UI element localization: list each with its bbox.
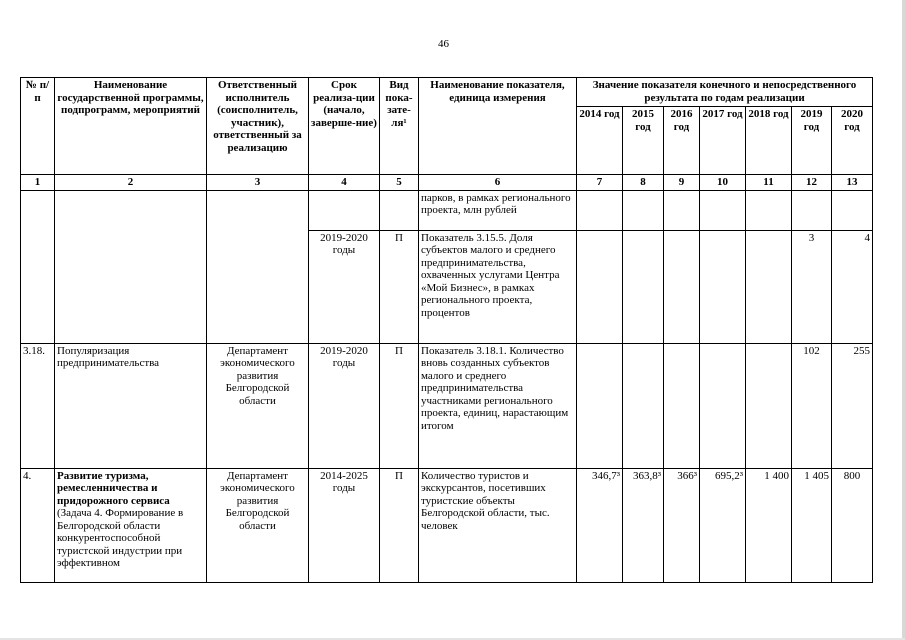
- row-value-cell: 4: [832, 230, 873, 343]
- row-type-cell: [380, 190, 419, 230]
- row-type-cell: П: [380, 343, 419, 468]
- column-number: 8: [623, 175, 664, 191]
- row-value-cell: 102: [792, 343, 832, 468]
- column-number: 12: [792, 175, 832, 191]
- row-value-cell: 695,2³: [700, 468, 746, 582]
- header-year: 2019 год: [792, 107, 832, 175]
- column-number: 2: [55, 175, 207, 191]
- program-description: (Задача 4. Формирование в Белгородской области конкурентоспособной туристской индустрии при эффективном: [57, 507, 184, 569]
- row-value-cell: 366³: [664, 468, 700, 582]
- row-program-cell: [55, 468, 207, 582]
- row-value-cell: 363,8³: [623, 468, 664, 582]
- row-value-cell: 1 405: [792, 468, 832, 582]
- row-value-cell: [700, 230, 746, 343]
- column-number: 13: [832, 175, 873, 191]
- page-number: 46: [438, 38, 449, 50]
- row-value-cell: 1 400: [746, 468, 792, 582]
- row-value-cell: 346,7³: [577, 468, 623, 582]
- table-row: [21, 190, 873, 230]
- header-year: 2015 год: [623, 107, 664, 175]
- column-number: 11: [746, 175, 792, 191]
- header-row: [21, 78, 873, 107]
- header-executor: Ответственный исполнитель (соисполнитель, участник), ответственный за реализацию: [207, 78, 309, 175]
- header-year: 2016 год: [664, 107, 700, 175]
- row-value-cell: [623, 230, 664, 343]
- row-value-cell: [623, 343, 664, 468]
- row-value-cell: 3: [792, 230, 832, 343]
- row-value-cell: [832, 190, 873, 230]
- row-indicator-cell: парков, в рамках регионального проекта, млн рублей: [419, 190, 577, 230]
- header-values-group: Значение показателя конечного и непосредственного результата по годам реализации: [577, 78, 873, 107]
- row-value-cell: [664, 343, 700, 468]
- column-number: 1: [21, 175, 55, 191]
- row-type-cell: П: [380, 468, 419, 582]
- row-executor-cell: Департамент экономического развития Белгородской области: [207, 468, 309, 582]
- row-term-cell: 2019-2020 годы: [309, 343, 380, 468]
- header-year: 2020 год: [832, 107, 873, 175]
- row-indicator-cell: Показатель 3.18.1. Количество вновь созданных субъектов малого и среднего предпринимательства участниками регионального проекта, единиц, нарастающим итогом: [419, 343, 577, 468]
- table-row: [21, 468, 873, 582]
- header-year: 2017 год: [700, 107, 746, 175]
- header-year: 2014 год: [577, 107, 623, 175]
- row-value-cell: [577, 343, 623, 468]
- program-title: Развитие туризма, ремесленничества и придорожного сервиса: [57, 469, 170, 507]
- row-value-cell: 800: [832, 468, 873, 582]
- row-executor-cell: Департамент экономического развития Белгородской области: [207, 343, 309, 468]
- row-term-cell: [309, 190, 380, 230]
- header-term: Срок реализа-ции (начало, заверше-ние): [309, 78, 380, 175]
- column-number: 5: [380, 175, 419, 191]
- row-value-cell: [792, 190, 832, 230]
- row-value-cell: [577, 190, 623, 230]
- row-program-cell: [55, 190, 207, 343]
- column-number: 4: [309, 175, 380, 191]
- header-indicator-name: Наименование показателя, единица измерения: [419, 78, 577, 175]
- program-table: [20, 77, 873, 583]
- column-number: 10: [700, 175, 746, 191]
- row-value-cell: [746, 230, 792, 343]
- row-value-cell: [700, 190, 746, 230]
- column-number: 9: [664, 175, 700, 191]
- row-term-cell: 2019-2020 годы: [309, 230, 380, 343]
- row-value-cell: [746, 343, 792, 468]
- row-num-cell: [21, 190, 55, 343]
- row-executor-cell: [207, 190, 309, 343]
- row-value-cell: [664, 230, 700, 343]
- row-indicator-cell: Показатель 3.15.5. Доля субъектов малого и среднего предпринимательства, охваченных услугами Центра «Мой Бизнес», в рамках регионального проекта, процентов: [419, 230, 577, 343]
- header-program: Наименование государственной программы, подпрограмм, мероприятий: [55, 78, 207, 175]
- column-numbers-row: [21, 175, 873, 191]
- row-value-cell: [664, 190, 700, 230]
- row-type-cell: П: [380, 230, 419, 343]
- row-term-cell: 2014-2025 годы: [309, 468, 380, 582]
- row-value-cell: [577, 230, 623, 343]
- row-num-cell: 3.18.: [21, 343, 55, 468]
- column-number: 3: [207, 175, 309, 191]
- row-value-cell: [623, 190, 664, 230]
- table-row: [21, 343, 873, 468]
- row-num-cell: 4.: [21, 468, 55, 582]
- row-value-cell: [700, 343, 746, 468]
- header-year: 2018 год: [746, 107, 792, 175]
- header-indicator-type: Вид пока-зате-ля¹: [380, 78, 419, 175]
- header-num: № п/п: [21, 78, 55, 175]
- row-value-cell: 255: [832, 343, 873, 468]
- row-indicator-cell: Количество туристов и экскурсантов, посетивших туристские объекты Белгородской области, тыс. человек: [419, 468, 577, 582]
- row-value-cell: [746, 190, 792, 230]
- column-number: 7: [577, 175, 623, 191]
- row-program-cell: Популяризация предпринимательства: [55, 343, 207, 468]
- column-number: 6: [419, 175, 577, 191]
